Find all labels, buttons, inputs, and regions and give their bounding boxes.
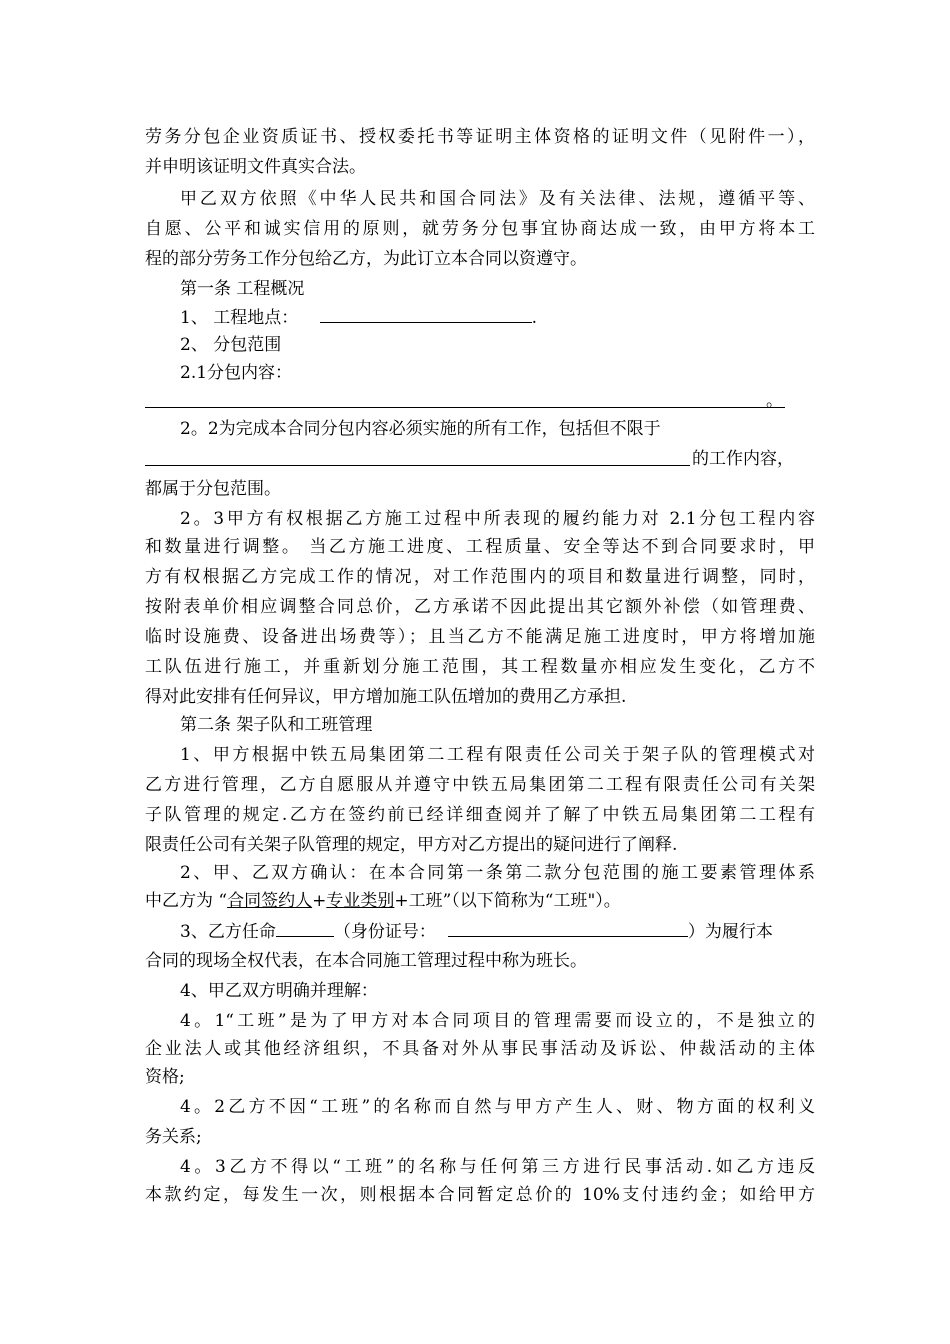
paragraph-line: 本款约定，每发生一次，则根据本合同暂定总价的 10%支付违约金；如给甲方: [145, 1185, 815, 1205]
paragraph-line: 务关系;: [145, 1127, 202, 1147]
paragraph-line: 并申明该证明文件真实合法。: [145, 157, 366, 177]
underlined-term: 专业类别: [326, 891, 395, 911]
fill-in-blank-line: [145, 465, 690, 466]
paragraph-line: 4、甲乙双方明确并理解：: [180, 981, 378, 1001]
paragraph-line: 资格;: [145, 1067, 185, 1087]
work-team-name-line: [145, 890, 815, 912]
line-end: 的工作内容，: [692, 449, 794, 469]
fill-in-blank-line: [145, 407, 785, 408]
paragraph-line: 劳务分包企业资质证书、授权委托书等证明主体资格的证明文件（见附件一），: [145, 127, 815, 147]
text-segment: +工班”（以下简称为“工班"）。: [394, 891, 621, 911]
paragraph-line: 2、 分包范围: [180, 335, 282, 355]
text-segment: +: [312, 891, 327, 911]
paragraph-line: 程的部分劳务工作分包给乙方，为此订立本合同以资遵守。: [145, 249, 587, 269]
line-end: 。: [766, 391, 783, 411]
paragraph-line: 4。3乙方不得以“工班”的名称与任何第三方进行民事活动.如乙方违反: [180, 1157, 815, 1177]
underlined-term: 合同签约人: [227, 891, 313, 911]
text-segment: 中乙方为 “: [145, 891, 228, 911]
paragraph-line: 和数量进行调整。 当乙方施工进度、工程质量、安全等达不到合同要求时，甲: [145, 537, 815, 557]
text-segment: 3、乙方任命: [180, 922, 276, 942]
paragraph-line: 4。2乙方不因“工班”的名称而自然与甲方产生人、财、物方面的权利义: [180, 1097, 815, 1117]
project-location-line: [180, 306, 815, 328]
paragraph-line: 都属于分包范围。: [145, 479, 281, 499]
id-number-blank: [448, 920, 688, 937]
field-label: 1、 工程地点：: [180, 308, 299, 328]
paragraph-line: 1、甲方根据中铁五局集团第二工程有限责任公司关于架子队的管理模式对: [180, 745, 815, 765]
paragraph-line: 2。3甲方有权根据乙方施工过程中所表现的履约能力对 2.1分包工程内容: [180, 509, 815, 529]
text-segment: ）为履行本: [687, 922, 773, 942]
paragraph-line: 限责任公司有关架子队管理的规定，甲方对乙方提出的疑问进行了阐释.: [145, 835, 678, 855]
paragraph-line: 企业法人或其他经济组织，不具备对外从事民事活动及诉讼、仲裁活动的主体: [145, 1039, 815, 1059]
article-heading: 第一条 工程概况: [180, 279, 305, 299]
paragraph-line: 合同的现场全权代表，在本合同施工管理过程中称为班长。: [145, 951, 587, 971]
paragraph-line: 按附表单价相应调整合同总价，乙方承诺不因此提出其它额外补偿（如管理费、: [145, 597, 815, 617]
paragraph-line: 2。2为完成本合同分包内容必须实施的所有工作，包括但不限于: [180, 419, 661, 439]
article-heading: 第二条 架子队和工班管理: [180, 715, 373, 735]
representative-line: [180, 920, 815, 942]
text-segment: （身份证号：: [333, 922, 436, 942]
paragraph-line: 4。1“工班”是为了甲方对本合同项目的管理需要而设立的，不是独立的: [180, 1011, 815, 1031]
paragraph-line: 方有权根据乙方完成工作的情况，对工作范围内的项目和数量进行调整，同时，: [145, 567, 815, 587]
line-end: .: [531, 308, 538, 328]
paragraph-line: 乙方进行管理，乙方自愿服从并遵守中铁五局集团第二工程有限责任公司有关架: [145, 775, 815, 795]
paragraph-line: 甲乙双方依照《中华人民共和国合同法》及有关法律、法规，遵循平等、: [180, 189, 815, 209]
paragraph-line: 子队管理的规定.乙方在签约前已经详细查阅并了解了中铁五局集团第二工程有: [145, 805, 815, 825]
paragraph-line: 工队伍进行施工，并重新划分施工范围，其工程数量亦相应发生变化，乙方不: [145, 657, 815, 677]
name-blank: [276, 920, 334, 937]
paragraph-line: 2、甲、乙双方确认：在本合同第一条第二款分包范围的施工要素管理体系: [180, 863, 815, 883]
paragraph-line: 自愿、公平和诚实信用的原则，就劳务分包事宜协商达成一致，由甲方将本工: [145, 219, 815, 239]
paragraph-line: 临时设施费、设备进出场费等）；且当乙方不能满足施工进度时，甲方将增加施: [145, 627, 815, 647]
location-blank: [320, 306, 532, 323]
paragraph-line: 2.1分包内容：: [180, 363, 293, 383]
paragraph-line: 得对此安排有任何异议，甲方增加施工队伍增加的费用乙方承担.: [145, 687, 627, 707]
